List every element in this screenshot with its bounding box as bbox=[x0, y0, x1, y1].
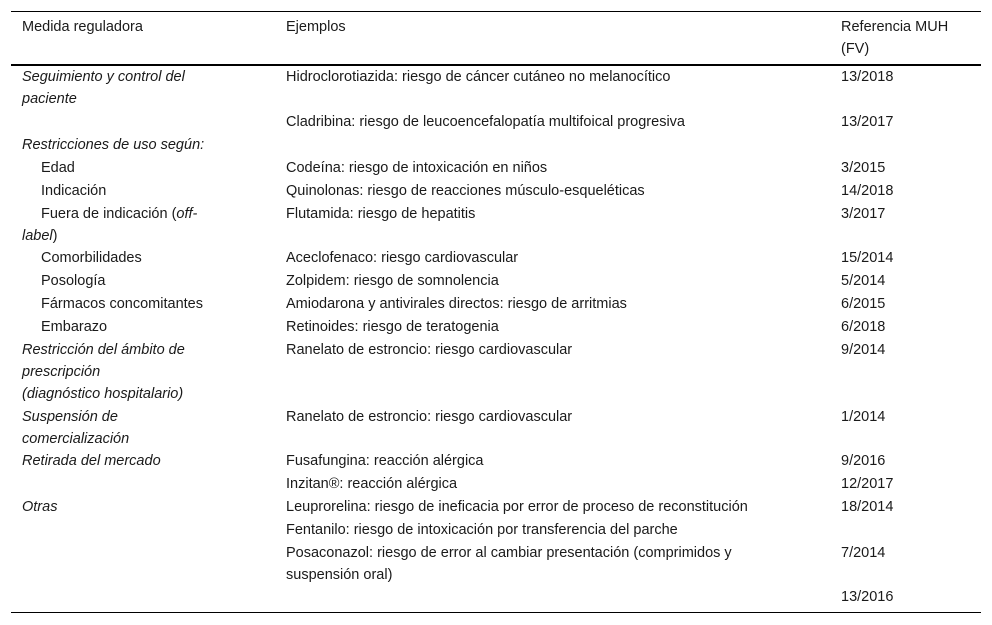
medida-posologia: Posología bbox=[41, 273, 106, 289]
medida-fuera-indicacion: Fuera de indicación (off-label) bbox=[22, 206, 198, 244]
ref-posaconazol: 7/2014 bbox=[841, 545, 886, 561]
medida-restriccion-ambito: Restricción del ámbito de prescripción (diagnóstico hospitalario) bbox=[22, 342, 185, 402]
table-bottom-rule bbox=[11, 612, 981, 613]
medida-otras: Otras bbox=[22, 499, 58, 515]
ref-cladribina: 13/2017 bbox=[841, 114, 894, 130]
ejemplo-cladribina: Cladribina: riesgo de leucoencefalopatía multifoical progresiva bbox=[286, 114, 685, 130]
ref-hidroclorotiazida: 13/2018 bbox=[841, 69, 894, 85]
ref-amiodarona: 6/2015 bbox=[841, 296, 886, 312]
ejemplo-fusafungina: Fusafungina: reacción alérgica bbox=[286, 453, 484, 469]
ejemplo-ranelato-1: Ranelato de estroncio: riesgo cardiovascular bbox=[286, 342, 573, 358]
ref-flutamida: 3/2017 bbox=[841, 206, 886, 222]
medida-edad: Edad bbox=[41, 160, 75, 176]
ejemplo-inzitan: Inzitan®: reacción alérgica bbox=[286, 476, 458, 492]
ejemplo-retinoides: Retinoides: riesgo de teratogenia bbox=[286, 319, 499, 335]
ejemplo-posaconazol: Posaconazol: riesgo de error al cambiar presentación (comprimidos y suspensión oral) bbox=[286, 545, 732, 583]
ref-retinoides: 6/2018 bbox=[841, 319, 886, 335]
header-referencia: Referencia MUH (FV) bbox=[841, 19, 949, 57]
ejemplo-fentanilo: Fentanilo: riesgo de intoxicación por transferencia del parche bbox=[286, 522, 678, 538]
header-ejemplos: Ejemplos bbox=[286, 19, 346, 35]
header-medida: Medida reguladora bbox=[22, 19, 143, 35]
ref-codeina: 3/2015 bbox=[841, 160, 886, 176]
ejemplo-ranelato-2: Ranelato de estroncio: riesgo cardiovascular bbox=[286, 409, 573, 425]
ref-quinolonas: 14/2018 bbox=[841, 183, 894, 199]
medida-farmacos-concomitantes: Fármacos concomitantes bbox=[41, 296, 203, 312]
medida-seguimiento: Seguimiento y control del paciente bbox=[22, 69, 185, 107]
ref-inzitan: 12/2017 bbox=[841, 476, 894, 492]
table-top-rule bbox=[11, 11, 981, 12]
ejemplo-amiodarona: Amiodarona y antivirales directos: riesgo de arritmias bbox=[286, 296, 627, 312]
medida-embarazo: Embarazo bbox=[41, 319, 108, 335]
ejemplo-flutamida: Flutamida: riesgo de hepatitis bbox=[286, 206, 476, 222]
ref-ultima: 13/2016 bbox=[841, 589, 894, 605]
ejemplo-hidroclorotiazida: Hidroclorotiazida: riesgo de cáncer cutáneo no melanocítico bbox=[286, 69, 671, 85]
ref-fusafungina: 9/2016 bbox=[841, 453, 886, 469]
ref-zolpidem: 5/2014 bbox=[841, 273, 886, 289]
ref-aceclofenaco: 15/2014 bbox=[841, 250, 894, 266]
medida-indicacion: Indicación bbox=[41, 183, 107, 199]
ejemplo-aceclofenaco: Aceclofenaco: riesgo cardiovascular bbox=[286, 250, 519, 266]
ref-ranelato-1: 9/2014 bbox=[841, 342, 886, 358]
ejemplo-codeina: Codeína: riesgo de intoxicación en niños bbox=[286, 160, 548, 176]
ref-leuprorelina: 18/2014 bbox=[841, 499, 894, 515]
medida-retirada: Retirada del mercado bbox=[22, 453, 161, 469]
medida-restricciones: Restricciones de uso según: bbox=[22, 137, 205, 153]
medida-comorbilidades: Comorbilidades bbox=[41, 250, 142, 266]
ejemplo-quinolonas: Quinolonas: riesgo de reacciones músculo-esqueléticas bbox=[286, 183, 645, 199]
medida-suspension: Suspensión de comercialización bbox=[22, 409, 130, 447]
ref-ranelato-2: 1/2014 bbox=[841, 409, 886, 425]
ejemplo-leuprorelina: Leuprorelina: riesgo de ineficacia por error de proceso de reconstitución bbox=[286, 499, 748, 515]
ejemplo-zolpidem: Zolpidem: riesgo de somnolencia bbox=[286, 273, 499, 289]
